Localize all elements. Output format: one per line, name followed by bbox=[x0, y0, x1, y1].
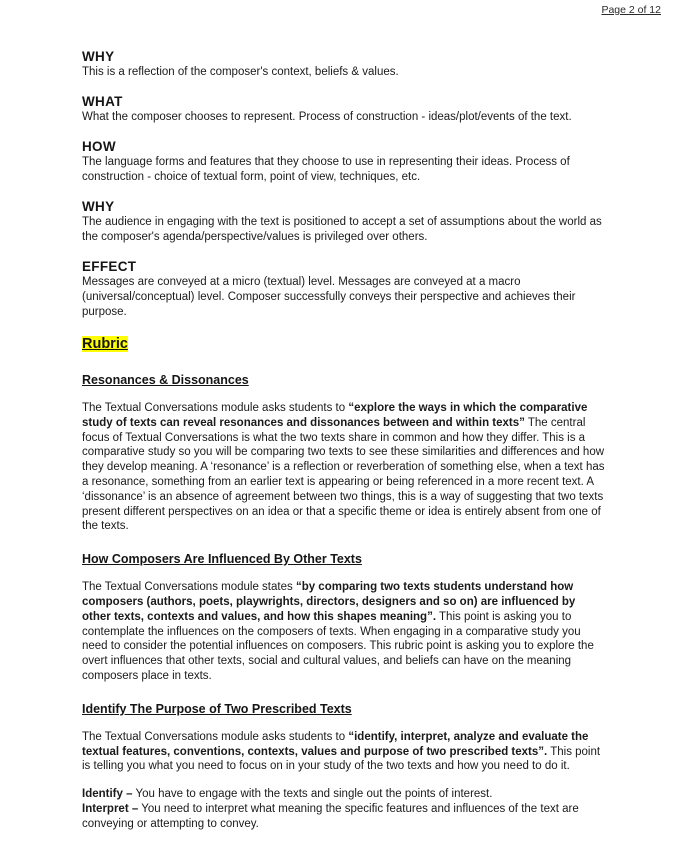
definition-term: Identify – bbox=[82, 788, 133, 801]
rubric-quote: “explore the ways in which the comparative study of texts can reveal resonances and dissonances between and within texts” bbox=[82, 402, 588, 429]
rubric-title-highlighted: Rubric bbox=[82, 336, 128, 352]
section-how bbox=[82, 139, 605, 185]
definition-term: Interpret – bbox=[82, 803, 139, 816]
paragraph-text: The Textual Conversations module asks students to bbox=[82, 730, 349, 743]
definition-text: You have to engage with the texts and single out the points of interest. bbox=[132, 788, 493, 801]
subsection-composers-influenced bbox=[82, 552, 605, 684]
definitions-list bbox=[82, 787, 605, 832]
paragraph-text: This point is asking you to contemplate the influences on the composers of texts. When engaging in a comparative study you need to consider the potential influences on composers. This rubric point is asking you to explore the overt influences that other texts, social and cultural values, and beliefs can have on the meaning composers place in texts. bbox=[82, 610, 594, 682]
document-content bbox=[82, 49, 605, 832]
subsection-paragraph bbox=[82, 730, 605, 774]
definition-identify bbox=[82, 787, 605, 802]
rubric-quote: “by comparing two texts students understand how composers (authors, poets, playwrights, directors, designers and so on) are influenced by other texts, contexts and values, and how this shapes meaning”. bbox=[82, 581, 576, 623]
section-heading: EFFECT bbox=[82, 259, 137, 274]
subsection-identify-purpose bbox=[82, 702, 605, 774]
definition-text: You need to interpret what meaning the specific features and influences of the text are conveying or attempting to convey. bbox=[82, 803, 579, 831]
definition-interpret bbox=[82, 802, 605, 832]
section-effect bbox=[82, 259, 605, 320]
subsection-heading: Resonances & Dissonances bbox=[82, 373, 249, 387]
section-body: This is a reflection of the composer's context, beliefs & values. bbox=[82, 66, 399, 78]
paragraph-text: The central focus of Textual Conversations is what the two texts share in common and how they differ. This is a comparative study so you will be comparing two texts to see these similarities and differences and how they develop meaning. A ‘resonance’ is a reflection or reverberation of something else, when a text has a resonance, something from an earlier text is appearing or being referenced in a more recent text. A ‘dissonance’ is an absence of agreement between two things, this is a way of suggesting that two texts present different perspectives on an idea or that a specific theme or idea is entirely absent from one of the texts. bbox=[82, 416, 605, 533]
section-heading: WHAT bbox=[82, 94, 123, 109]
section-why-1 bbox=[82, 49, 605, 80]
section-body: Messages are conveyed at a micro (textual) level. Messages are conveyed at a macro (universal/conceptual) level. Composer successfully conveys their perspective and achieves their purpose. bbox=[82, 276, 576, 318]
section-body: The language forms and features that they choose to use in representing their ideas. Process of construction - choice of textual form, point of view, techniques, etc. bbox=[82, 156, 570, 183]
subsection-heading: Identify The Purpose of Two Prescribed Texts bbox=[82, 701, 352, 716]
paragraph-text: The Textual Conversations module states bbox=[82, 581, 296, 594]
subsection-paragraph bbox=[82, 580, 605, 684]
section-what bbox=[82, 94, 605, 125]
section-body: The audience in engaging with the text is positioned to accept a set of assumptions about the world as the composer's agenda/perspective/values is privileged over others. bbox=[82, 216, 602, 243]
section-heading: WHY bbox=[82, 199, 115, 214]
subsection-resonances-dissonances bbox=[82, 373, 605, 534]
paragraph-text: The Textual Conversations module asks students to bbox=[82, 402, 349, 414]
paragraph-text: This point is telling you what you need to focus on in your study of the two texts and how you need to do it. bbox=[82, 745, 601, 773]
section-body: What the composer chooses to represent. Process of construction - ideas/plot/events of the text. bbox=[82, 111, 572, 123]
rubric-quote: “identify, interpret, analyze and evaluate the textual features, conventions, contexts, values and purpose of two prescribed texts”. bbox=[82, 730, 589, 758]
subsection-paragraph bbox=[82, 401, 605, 534]
page-number: Page 2 of 12 bbox=[601, 4, 661, 16]
subsection-heading: How Composers Are Influenced By Other Texts bbox=[82, 552, 362, 567]
section-heading: WHY bbox=[82, 49, 115, 64]
rubric-title-row bbox=[82, 334, 605, 355]
section-why-2 bbox=[82, 199, 605, 245]
section-heading: HOW bbox=[82, 139, 116, 154]
